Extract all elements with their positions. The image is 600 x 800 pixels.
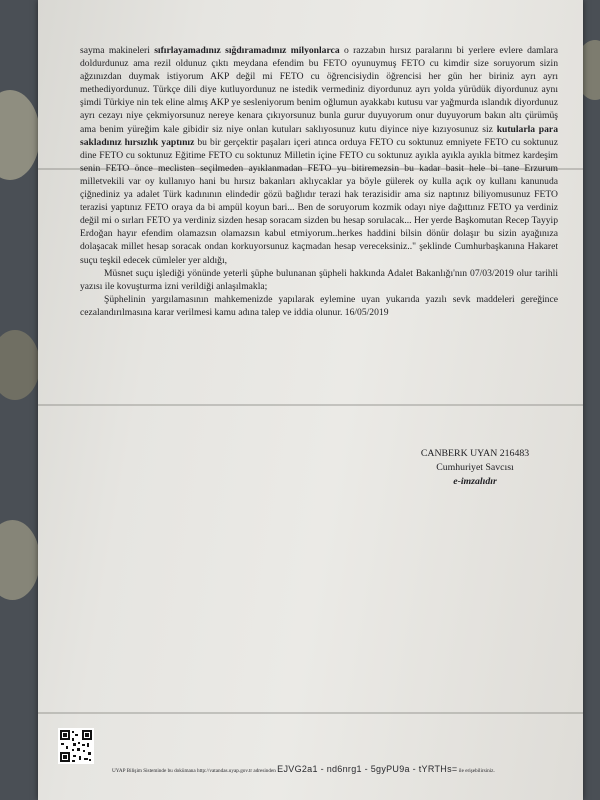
body-paragraph [80, 44, 558, 267]
text-segment: o razzabın hırsız paralarını bi yerlere evlere damlara doldurdunuz ama rezil oldunuz çıktı meydana efendim bu FETO oyunuymuş FETO cu kimdir size soruyorum sizin ağzınızdan duymak istiyorum AKP değil mi FETO cu öğrencisiydin öğrencisi her gün her biriniz ayrı ayrı methediyordunuz. Türkçe dili diye kutluyordunuz ne istedik vermediniz diyordunuz ayrı yolda yürüdük diyordunuz aynı şimdi Türkiye nin tek eline almış AKP ye sesleniyorum benim oğlumun ayakkabı kutusu var yağmurda ıslandık diyordunuz ayrı cezayı niye çekmiyorsunuz nereye kenara çıkıyorsunuz bunla gurur duyuyorum onur duyuyorum bakın altı çürümüş ama benim yüreğim kale gibidir siz niye onlan kutuları saklıyosunuz kutu diyince niye kızıyosunuz siz [80, 45, 558, 135]
bold-text-segment: kutularla para sakladınız hırsızlık yaptınız [80, 123, 558, 148]
body-paragraph [80, 267, 558, 293]
qr-code [58, 728, 94, 764]
text-segment: sayma makineleri [80, 45, 155, 56]
e-signature-note: e-imzalıdır [453, 476, 497, 487]
prosecutor-name: CANBERK UYAN 216483 [420, 448, 530, 459]
text-segment: Şüphelinin yargılamasının mahkemenizde yapılarak eylemine uyan yukarıda yazılı sevk maddeleri gereğince cezalandırılmasına karar verilmesi kamu adına talep ve iddia olunur. 16/05/2019 [80, 293, 558, 318]
prosecutor-title: Cumhuriyet Savcısı [436, 462, 514, 473]
uyap-footer [112, 764, 562, 774]
background-fabric [0, 520, 40, 600]
signature-block [400, 447, 550, 489]
bold-text-segment: sıfırlayamadınız sığdıramadınız milyonlarca [154, 45, 340, 56]
document-verification-code: EJVG2a1 - nd6nrg1 - 5gyPU9a - tYRTHs= [277, 764, 458, 774]
text-segment: Müsnet suçu işlediği yönünde yeterli şüphe bulunanan şüpheli hakkında Adalet Bakanlığı'nın 07/03/2019 olur tarihli yazısı ile kovuşturma izni verildiği anlaşılmakla; [80, 267, 558, 292]
footer-suffix: ile erişebilirsiniz. [458, 768, 495, 774]
background-fabric [0, 330, 40, 400]
body-paragraph [80, 293, 558, 319]
footer-prefix: UYAP Bilişim Sisteminde bu dokümana http://vatandas.uyap.gov.tr adresinden [112, 768, 276, 774]
background-fabric [0, 90, 40, 180]
document-body [80, 44, 558, 319]
text-segment: bu bir gerçektir paşaları içeri atınca orduya FETO cu soktunuz emniyete FETO cu soktunuz dine FETO cu soktunuz Eğitime FETO cu soktunuz Milletin içine FETO cu soktunuz ayıkla ayıkla ayıkla bitmez kardeşim senin FETO önce meclisten seçilmeden ayıklanmadan FETO yu bitiremezsin bu kadar basit hele bi tane Erzurum milletvekili var oy kullanıyo hani bu hırsız bakanları aklıycaklar ya böyle gülerek oy kulla açık oy kullanı kanunuda çiğnediniz ya adalet Türk kadınının elindedir gözü bağlıdır terazi hak terazisidir ama siz naptınız biliyomusunuz FETO terazisi yaptınız FETO oraya da bi ampül koyun bari... Ben de soruyorum kozmik odayı niye dağıttınız FETO ya verdiniz değil mi o sırları FETO ya verdiniz sizden hesap soracam sizden bu hesap sorulacak... Her yerde Başkomutan Recep Tayyip Erdoğan hayır efendim olamazsın olamazsın kabul etmiyorum..herkes haddini bilsin dönür dolaşır bu sizin ayağınıza dolaşacak millet hesap soracak ondan korkuyorsunuz kaçmadan hesap vereceksiniz.." şeklinde Cumhurbaşkanına Hakaret suçu teşkil edecek cümleler yer aldığı, [80, 136, 558, 266]
